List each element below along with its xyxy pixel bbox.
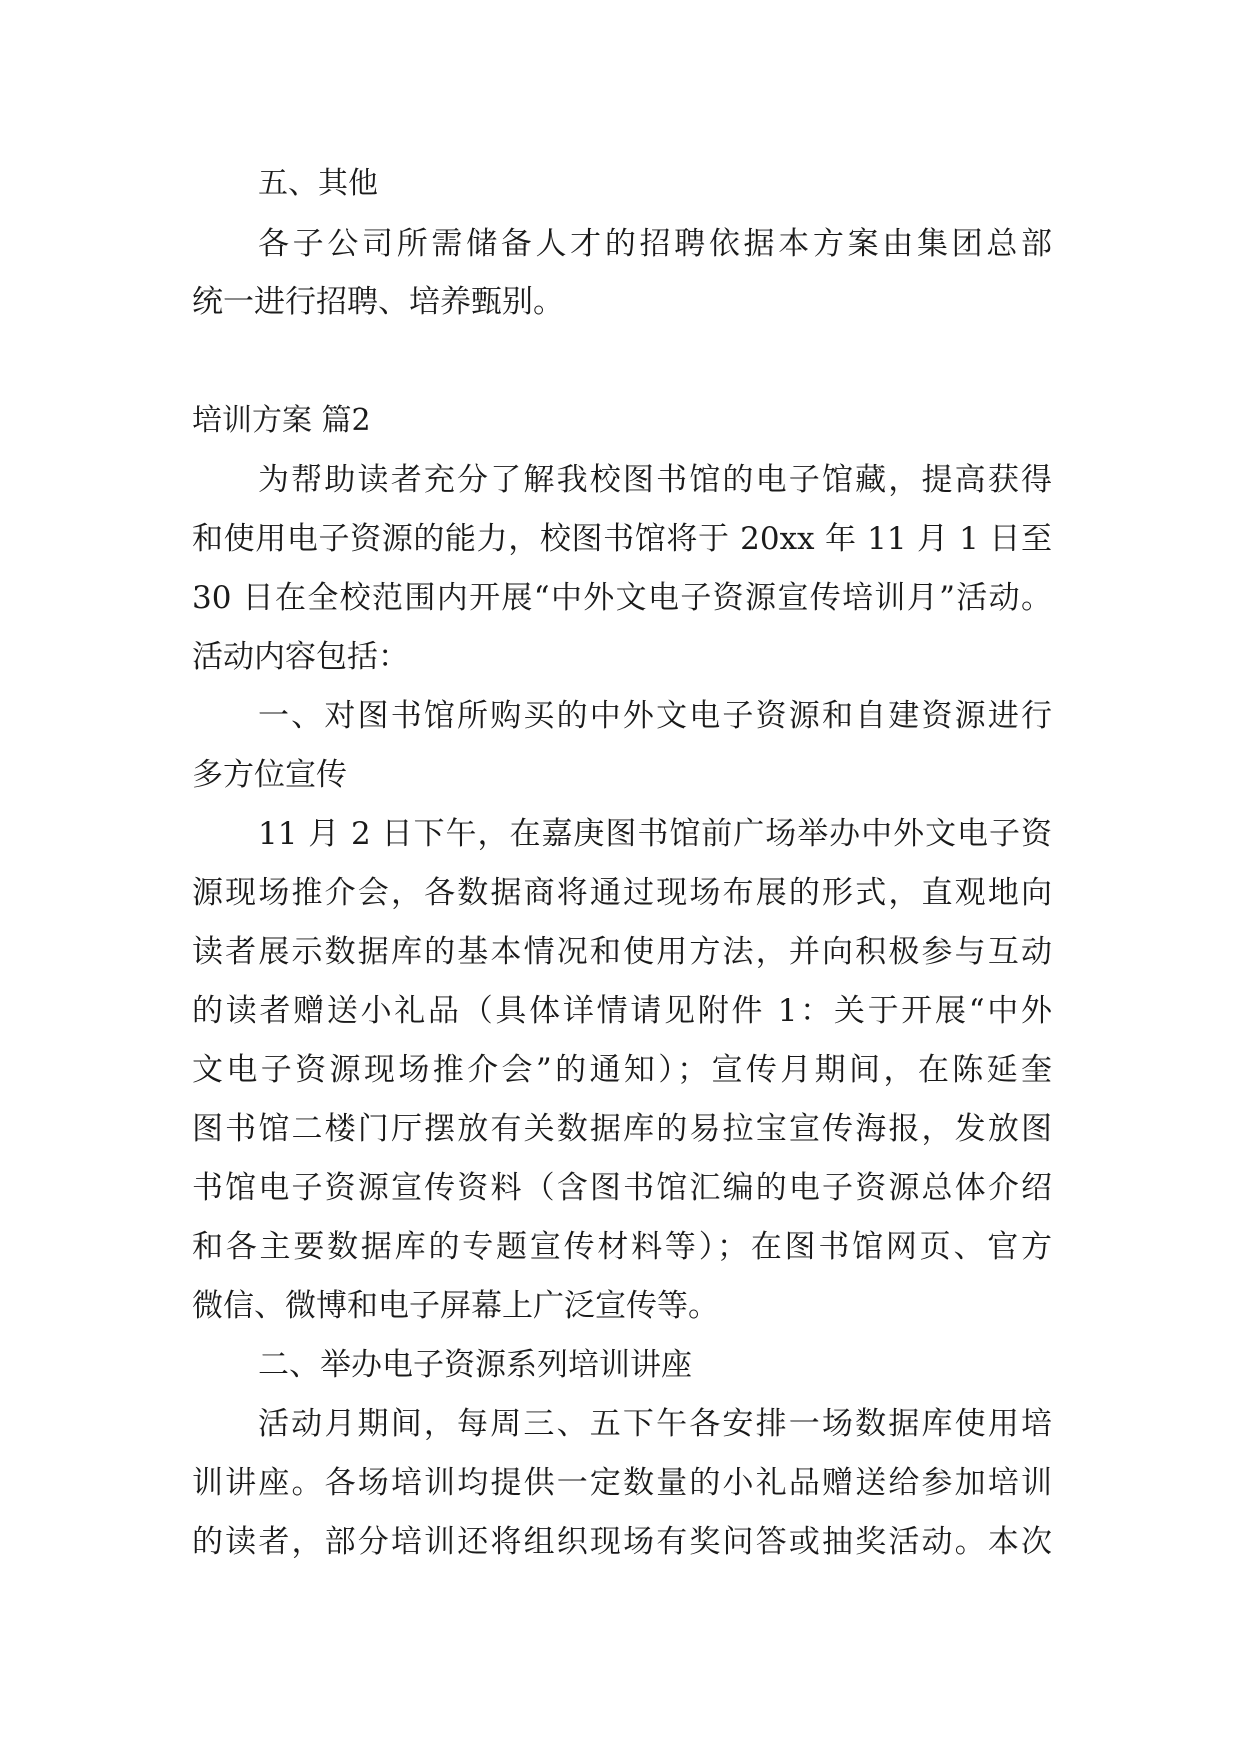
- paragraph-line: 读者展示数据库的基本情况和使用方法，并向积极参与互动: [192, 934, 1052, 970]
- item-heading-line: 一、对图书馆所购买的中外文电子资源和自建资源进行: [258, 698, 1052, 734]
- paragraph-line: 的读者赠送小礼品（具体详情请见附件 1：关于开展“中外: [192, 993, 1052, 1029]
- paragraph-line: 源现场推介会，各数据商将通过现场布展的形式，直观地向: [192, 875, 1052, 911]
- paragraph-line: 训讲座。各场培训均提供一定数量的小礼品赠送给参加培训: [192, 1465, 1052, 1501]
- item-heading-line: 多方位宣传: [192, 757, 347, 793]
- section-heading-other: 五、其他: [258, 166, 378, 201]
- paragraph-line: 11 月 2 日下午，在嘉庚图书馆前广场举办中外文电子资: [258, 816, 1052, 852]
- paragraph-line: 的读者，部分培训还将组织现场有奖问答或抽奖活动。本次: [192, 1524, 1052, 1560]
- paragraph-line: 活动月期间，每周三、五下午各安排一场数据库使用培: [258, 1406, 1052, 1442]
- paragraph-line: 微信、微博和电子屏幕上广泛宣传等。: [192, 1288, 719, 1324]
- paragraph-line: 和使用电子资源的能力，校图书馆将于 20xx 年 11 月 1 日至: [192, 521, 1052, 557]
- paragraph-line: 活动内容包括：: [192, 639, 409, 675]
- paragraph-line: 图书馆二楼门厅摆放有关数据库的易拉宝宣传海报，发放图: [192, 1111, 1052, 1147]
- paragraph-line: 统一进行招聘、培养甄别。: [192, 284, 564, 320]
- paragraph-line: 各子公司所需储备人才的招聘依据本方案由集团总部: [258, 226, 1052, 262]
- item-heading-line: 二、举办电子资源系列培训讲座: [258, 1347, 692, 1383]
- section-title: 培训方案 篇2: [192, 403, 371, 438]
- paragraph-line: 为帮助读者充分了解我校图书馆的电子馆藏，提高获得: [258, 462, 1052, 498]
- paragraph-line: 和各主要数据库的专题宣传材料等）；在图书馆网页、官方: [192, 1229, 1052, 1265]
- paragraph-line: 书馆电子资源宣传资料（含图书馆汇编的电子资源总体介绍: [192, 1170, 1052, 1206]
- paragraph-line: 30 日在全校范围内开展“中外文电子资源宣传培训月”活动。: [192, 580, 1052, 616]
- paragraph-line: 文电子资源现场推介会”的通知）；宣传月期间，在陈延奎: [192, 1052, 1052, 1088]
